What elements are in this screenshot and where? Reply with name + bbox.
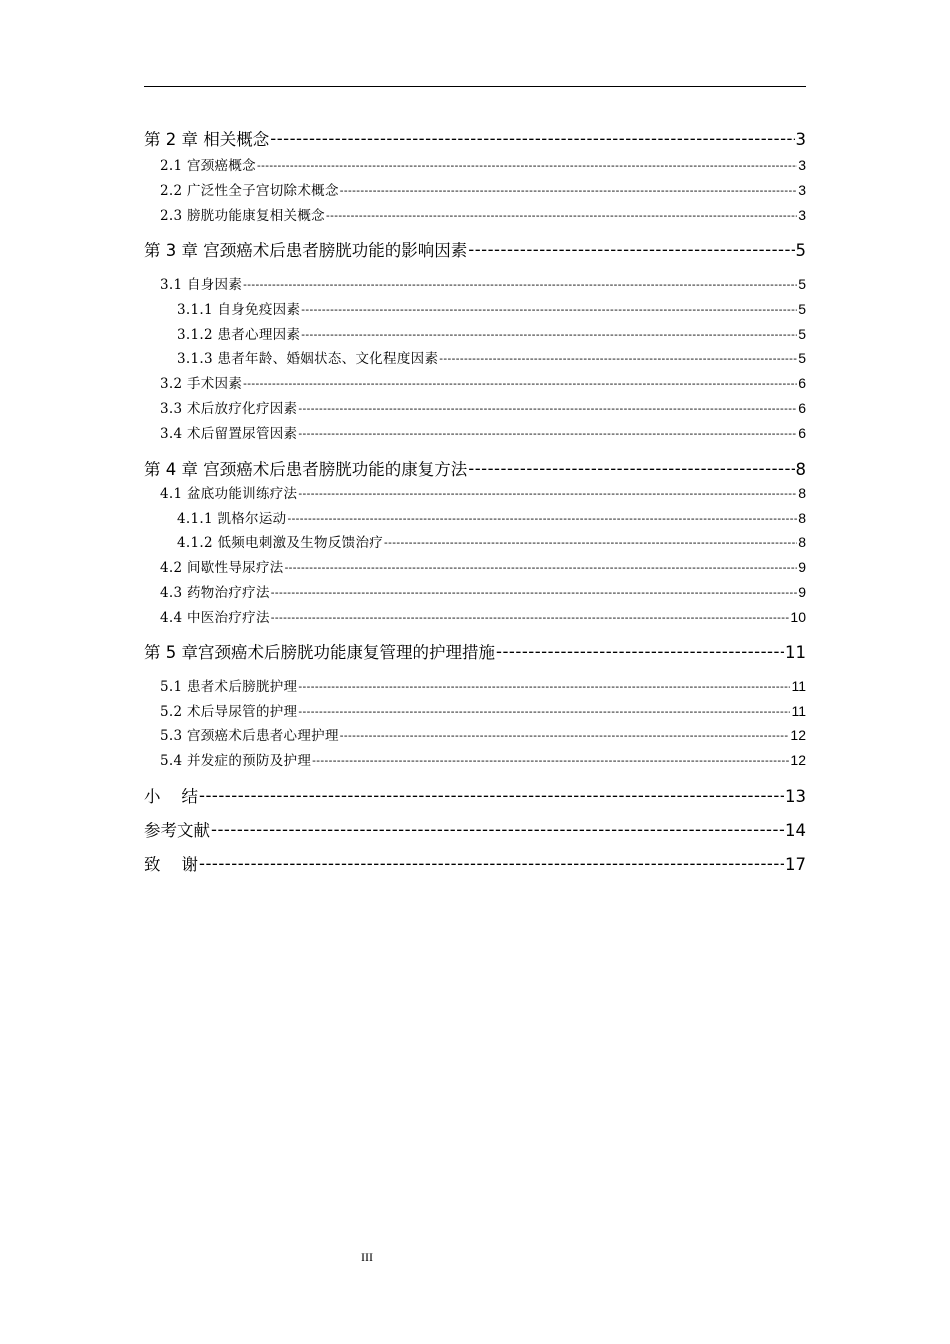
toc-entry-page: 8: [798, 485, 806, 501]
toc-dot-leader: [199, 854, 784, 871]
toc-dot-leader: [326, 207, 797, 221]
toc-entry-title: 小 结: [144, 787, 198, 806]
toc-dot-leader: [298, 678, 790, 692]
toc-dot-leader: [285, 559, 798, 573]
toc-entry-title: 第 5 章宫颈癌术后膀胱功能康复管理的护理措施: [144, 643, 495, 662]
toc-entry-section[interactable]: [144, 482, 806, 502]
toc-entry-title: 4.1 盆底功能训练疗法: [160, 486, 298, 502]
toc-entry-page: 12: [790, 727, 806, 743]
toc-entry-page: 12: [790, 752, 806, 768]
toc-dot-leader: [298, 703, 790, 717]
toc-entry-title: 5.3 宫颈癌术后患者心理护理: [160, 728, 339, 744]
toc-dot-leader: [257, 157, 797, 171]
toc-dot-leader: [211, 820, 784, 837]
toc-entry-page: 3: [798, 207, 806, 223]
toc-entry-page: 6: [798, 375, 806, 391]
toc-entry-page: 11: [791, 703, 806, 719]
toc-dot-leader: [468, 459, 794, 476]
toc-entry-section[interactable]: [144, 749, 806, 769]
page-number: III: [361, 1250, 373, 1264]
toc-entry-title: 3.1.3 患者年龄、婚姻状态、文化程度因素: [177, 351, 439, 367]
toc-dot-leader: [312, 752, 789, 766]
toc-dot-leader: [301, 301, 797, 315]
toc-dot-leader: [468, 240, 794, 257]
toc-dot-leader: [271, 609, 790, 623]
toc-entry-page: 5: [798, 301, 806, 317]
toc-entry-title: 5.4 并发症的预防及护理: [160, 753, 312, 769]
toc-entry-section[interactable]: [144, 606, 806, 626]
toc-dot-leader: [243, 276, 797, 290]
toc-entry-title: 2.2 广泛性全子宫切除术概念: [160, 183, 339, 199]
toc-dot-leader: [298, 400, 797, 414]
toc-entry-page: 5: [798, 350, 806, 366]
toc-entry-title: 致 谢: [144, 855, 198, 874]
toc-entry-subsection[interactable]: [144, 507, 806, 527]
toc-entry-page: 9: [798, 584, 806, 600]
toc-entry-title: 2.3 膀胱功能康复相关概念: [160, 208, 325, 224]
toc-entry-acknowledgements[interactable]: [144, 851, 806, 875]
toc-entry-section[interactable]: [144, 372, 806, 392]
toc-entry-page: 8: [798, 510, 806, 526]
toc-entry-references[interactable]: [144, 817, 806, 841]
toc-entry-page: 5: [798, 276, 806, 292]
toc-entry-summary[interactable]: [144, 783, 806, 807]
toc-entry-page: 8: [795, 460, 806, 479]
toc-entry-page: 5: [795, 241, 806, 260]
toc-entry-title: 2.1 宫颈癌概念: [160, 158, 256, 174]
toc-entry-section[interactable]: [144, 204, 806, 224]
toc-dot-leader: [439, 350, 797, 364]
toc-entry-page: 6: [798, 400, 806, 416]
toc-entry-title: 3.1.2 患者心理因素: [177, 327, 301, 343]
toc-dot-leader: [384, 534, 797, 548]
toc-entry-subsection[interactable]: [144, 298, 806, 318]
toc-entry-section[interactable]: [144, 154, 806, 174]
toc-entry-page: 10: [790, 609, 806, 625]
toc-dot-leader: [199, 786, 784, 803]
toc-entry-section[interactable]: [144, 179, 806, 199]
toc-entry-page: 11: [791, 678, 806, 694]
toc-dot-leader: [243, 375, 797, 389]
toc-entry-title: 3.1.1 自身免疫因素: [177, 302, 301, 318]
toc-entry-chapter-3[interactable]: [144, 237, 806, 261]
toc-entry-page: 14: [785, 821, 806, 840]
toc-entry-page: 8: [798, 534, 806, 550]
toc-entry-title: 4.1.2 低频电刺激及生物反馈治疗: [177, 535, 384, 551]
toc-entry-page: 9: [798, 559, 806, 575]
toc-dot-leader: [271, 584, 797, 598]
toc-entry-section[interactable]: [144, 675, 806, 695]
toc-entry-title: 3.1 自身因素: [160, 277, 243, 293]
toc-entry-title: 3.4 术后留置尿管因素: [160, 426, 298, 442]
toc-entry-chapter-4[interactable]: [144, 456, 806, 480]
toc-entry-section[interactable]: [144, 556, 806, 576]
toc-entry-chapter-2[interactable]: [144, 126, 806, 150]
toc-entry-title: 4.1.1 凯格尔运动: [177, 511, 287, 527]
toc-entry-subsection[interactable]: [144, 323, 806, 343]
toc-entry-title: 4.2 间歇性导尿疗法: [160, 560, 284, 576]
toc-entry-section[interactable]: [144, 724, 806, 744]
toc-dot-leader: [298, 425, 797, 439]
toc-entry-section[interactable]: [144, 422, 806, 442]
toc-entry-section[interactable]: [144, 397, 806, 417]
toc-dot-leader: [340, 182, 797, 196]
toc-entry-section[interactable]: [144, 273, 806, 293]
toc-entry-section[interactable]: [144, 700, 806, 720]
toc-entry-page: 6: [798, 425, 806, 441]
toc-entry-title: 第 3 章 宫颈癌术后患者膀胱功能的影响因素: [144, 241, 468, 260]
toc-entry-page: 3: [798, 157, 806, 173]
toc-entry-chapter-5[interactable]: [144, 639, 806, 663]
toc-dot-leader: [287, 510, 797, 524]
toc-entry-page: 13: [785, 787, 806, 806]
toc-entry-page: 11: [785, 643, 806, 662]
toc-entry-title: 3.3 术后放疗化疗因素: [160, 401, 298, 417]
toc-entry-page: 17: [785, 855, 806, 874]
toc-dot-leader: [301, 326, 797, 340]
toc-dot-leader: [270, 129, 794, 146]
toc-entry-subsection[interactable]: [144, 531, 806, 551]
toc-entry-title: 3.2 手术因素: [160, 376, 243, 392]
toc-entry-title: 参考文献: [144, 821, 210, 840]
toc-entry-title: 4.3 药物治疗疗法: [160, 585, 270, 601]
toc-dot-leader: [496, 642, 784, 659]
toc-entry-title: 5.2 术后导尿管的护理: [160, 704, 298, 720]
header-rule: [144, 86, 806, 87]
toc-dot-leader: [298, 485, 797, 499]
toc-entry-section[interactable]: [144, 581, 806, 601]
toc-entry-page: 5: [798, 326, 806, 342]
toc-dot-leader: [340, 727, 790, 741]
toc-entry-title: 第 2 章 相关概念: [144, 130, 270, 149]
toc-entry-subsection[interactable]: [144, 347, 806, 367]
toc-entry-title: 5.1 患者术后膀胱护理: [160, 679, 298, 695]
toc-entry-page: 3: [798, 182, 806, 198]
toc-entry-page: 3: [795, 130, 806, 149]
toc-entry-title: 4.4 中医治疗疗法: [160, 610, 270, 626]
toc-entry-title: 第 4 章 宫颈癌术后患者膀胱功能的康复方法: [144, 460, 468, 479]
